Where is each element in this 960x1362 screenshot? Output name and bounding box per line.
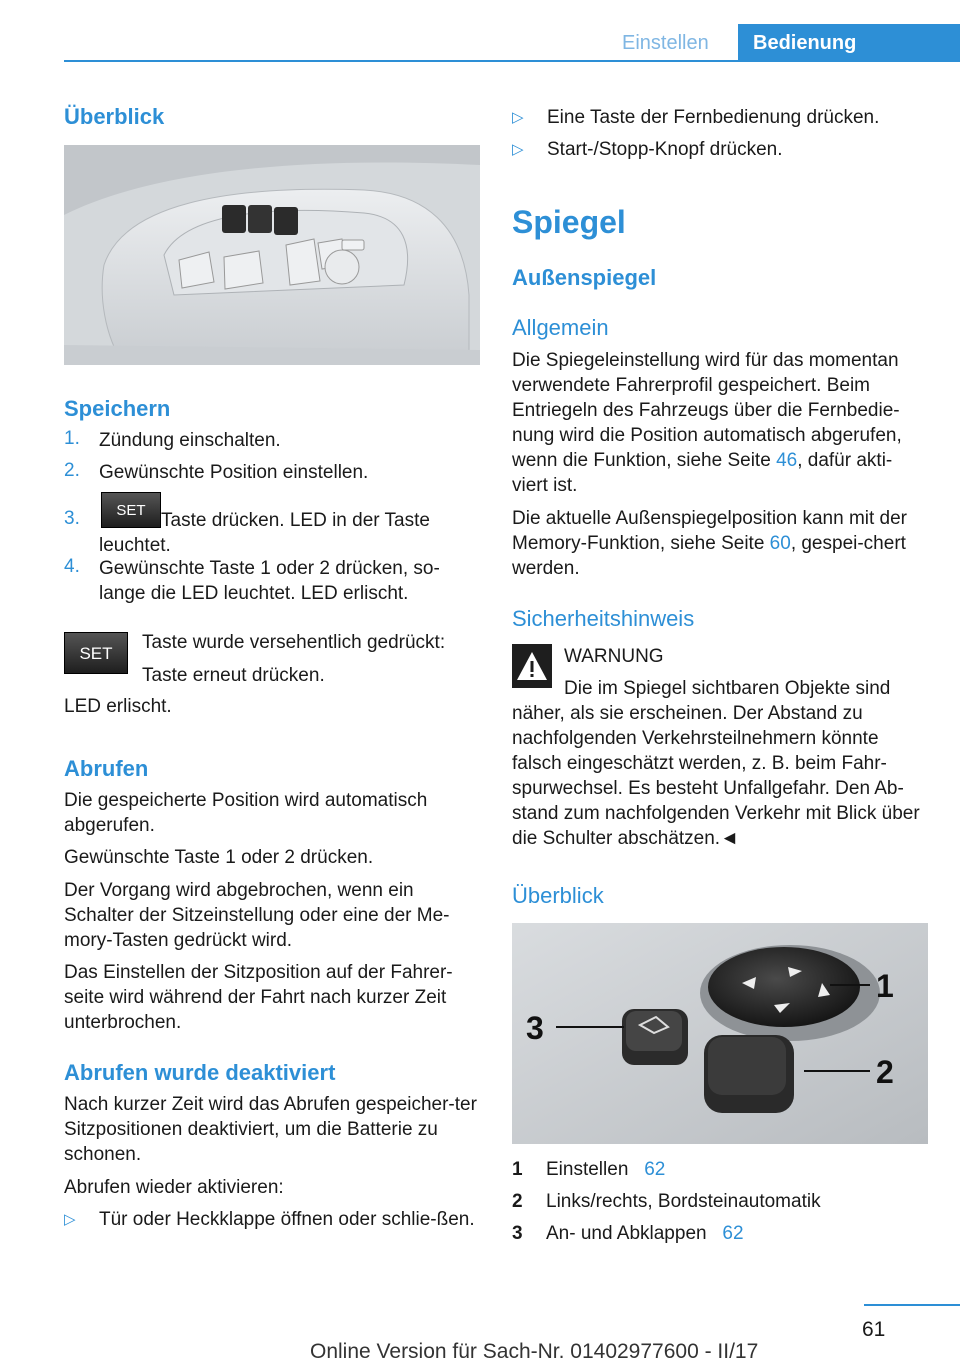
triangle-bullet-icon: ▷ bbox=[64, 1211, 76, 1228]
save-step bbox=[64, 428, 480, 460]
legend-number: 3 bbox=[512, 1223, 523, 1244]
bullet-item bbox=[512, 137, 928, 163]
header-rule bbox=[64, 60, 960, 62]
save-heading: Speichern bbox=[64, 396, 171, 421]
overview-heading-left: Überblick bbox=[64, 104, 165, 129]
triangle-bullet-icon: ▷ bbox=[512, 109, 524, 126]
deactivated-paragraph-1: Nach kurzer Zeit wird das Abrufen gespeicher-ter Sitzpositionen deaktiviert, um die Batterie zu schonen. bbox=[64, 1094, 477, 1165]
bullet-item bbox=[512, 105, 928, 131]
step-number: 3. bbox=[64, 508, 80, 529]
mirror-controls-photo bbox=[512, 923, 928, 1144]
legend-text: Links/rechts, Bordsteinautomatik bbox=[546, 1191, 821, 1212]
save-steps-list bbox=[64, 428, 480, 626]
deactivated-paragraph-2: Abrufen wieder aktivieren: bbox=[64, 1177, 284, 1198]
bullet-item bbox=[64, 1207, 480, 1232]
recall-heading: Abrufen bbox=[64, 756, 149, 781]
recall-paragraph-2: Gewünschte Taste 1 oder 2 drücken. bbox=[64, 847, 374, 868]
legend-item bbox=[512, 1221, 928, 1253]
bullet-text: Eine Taste der Fernbedienung drücken. bbox=[547, 107, 880, 128]
legend-entry bbox=[546, 1221, 744, 1246]
legend-number: 1 bbox=[512, 1159, 523, 1180]
callout-2: 2 bbox=[876, 1054, 894, 1090]
save-step bbox=[64, 556, 480, 626]
page-link-46[interactable]: 46 bbox=[776, 450, 798, 471]
step-number: 2. bbox=[64, 460, 80, 481]
step-text: Zündung einschalten. bbox=[99, 430, 281, 451]
deactivated-heading: Abrufen wurde deaktiviert bbox=[64, 1060, 336, 1085]
set-note-2: Taste erneut drücken. bbox=[142, 665, 325, 686]
legend-item bbox=[512, 1157, 928, 1189]
step-number: 4. bbox=[64, 556, 80, 577]
exterior-mirror-heading: Außenspiegel bbox=[512, 265, 657, 290]
set-note-1: Taste wurde versehentlich gedrückt: bbox=[142, 632, 446, 653]
mirror-heading: Spiegel bbox=[512, 204, 626, 240]
triangle-bullet-icon: ▷ bbox=[512, 141, 524, 158]
legend-item bbox=[512, 1189, 928, 1221]
text-part: Die Spiegeleinstellung wird für das momentan verwendete Fahrerprofil gespeichert. Beim Entriegeln des Fahrzeugs über die Fernbedie-nung wird die Position automatisch abgerufen, wenn die Funktion, siehe Seite bbox=[512, 350, 902, 471]
legend-list bbox=[512, 1157, 928, 1253]
set-button-icon-large: SET bbox=[64, 632, 128, 674]
callout-3: 3 bbox=[526, 1010, 544, 1046]
save-step bbox=[64, 494, 480, 556]
legend-text: Einstellen bbox=[546, 1159, 629, 1180]
legend-text: An- und Abklappen bbox=[546, 1223, 707, 1244]
text-part: , dafür akti-viert ist. bbox=[512, 450, 893, 496]
safety-heading: Sicherheitshinweis bbox=[512, 606, 695, 631]
header-tab-bedienung: Bedienung bbox=[738, 24, 960, 62]
warning-text: Die im Spiegel sichtbaren Objekte sind näher, als sie erscheinen. Der Abstand zu nachfolgenden Verkehrsteilnehmern könnte falsch eingeschätzt werden, z. B. beim Fahr-spurwechsel. Es besteht Unfallgefahr. Den Ab-stand zum nachfolgenden Verkehr mit Blick über die Schulter abschätzen.◄ bbox=[512, 678, 920, 849]
page-number: 61 bbox=[862, 1318, 886, 1341]
footer-rule bbox=[864, 1304, 960, 1306]
step-text: Gewünschte Position einstellen. bbox=[99, 462, 369, 483]
legend-entry bbox=[546, 1157, 665, 1182]
header-tab-einstellen: Einstellen bbox=[622, 32, 709, 54]
page-link-60[interactable]: 60 bbox=[769, 533, 791, 554]
recall-paragraph-1: Die gespeicherte Position wird automatisch abgerufen. bbox=[64, 790, 428, 836]
recall-paragraph-4: Das Einstellen der Sitzposition auf der Fahrer-seite wird während der Fahrt nach kurzer Zeit unterbrochen. bbox=[64, 962, 453, 1033]
step-text: Gewünschte Taste 1 oder 2 drücken, so-lange die LED leuchtet. LED erlischt. bbox=[99, 558, 440, 604]
overview-heading-right: Überblick bbox=[512, 883, 604, 908]
step-number: 1. bbox=[64, 428, 80, 449]
text-part: , gespei-chert werden. bbox=[512, 533, 906, 579]
footer-text: Online Version für Sach-Nr. 01402977600 - II/17 bbox=[310, 1340, 759, 1362]
general-paragraph-1 bbox=[512, 348, 928, 498]
general-paragraph-2 bbox=[512, 506, 928, 581]
text-part: Die aktuelle Außenspiegelposition kann mit der Memory-Funktion, siehe Seite bbox=[512, 508, 908, 554]
step-text: Taste drücken. LED in der Taste leuchtet. bbox=[99, 510, 430, 556]
legend-page-link[interactable]: 62 bbox=[722, 1223, 744, 1244]
recall-paragraph-3: Der Vorgang wird abgebrochen, wenn ein Schalter der Sitzeinstellung oder eine der Me-mory-Tasten gedrückt wird. bbox=[64, 880, 450, 951]
bullet-text: Start-/Stopp-Knopf drücken. bbox=[547, 139, 783, 160]
legend-number: 2 bbox=[512, 1191, 523, 1212]
callout-1: 1 bbox=[876, 968, 894, 1004]
seat-memory-photo bbox=[64, 145, 480, 365]
bullet-text: Tür oder Heckklappe öffnen oder schlie-ßen. bbox=[99, 1209, 475, 1230]
general-heading: Allgemein bbox=[512, 315, 609, 340]
set-button-icon: SET bbox=[101, 492, 161, 528]
save-step bbox=[64, 460, 480, 494]
warning-label: WARNUNG bbox=[564, 646, 664, 667]
legend-page-link[interactable]: 62 bbox=[644, 1159, 666, 1180]
led-off-text: LED erlischt. bbox=[64, 696, 172, 717]
